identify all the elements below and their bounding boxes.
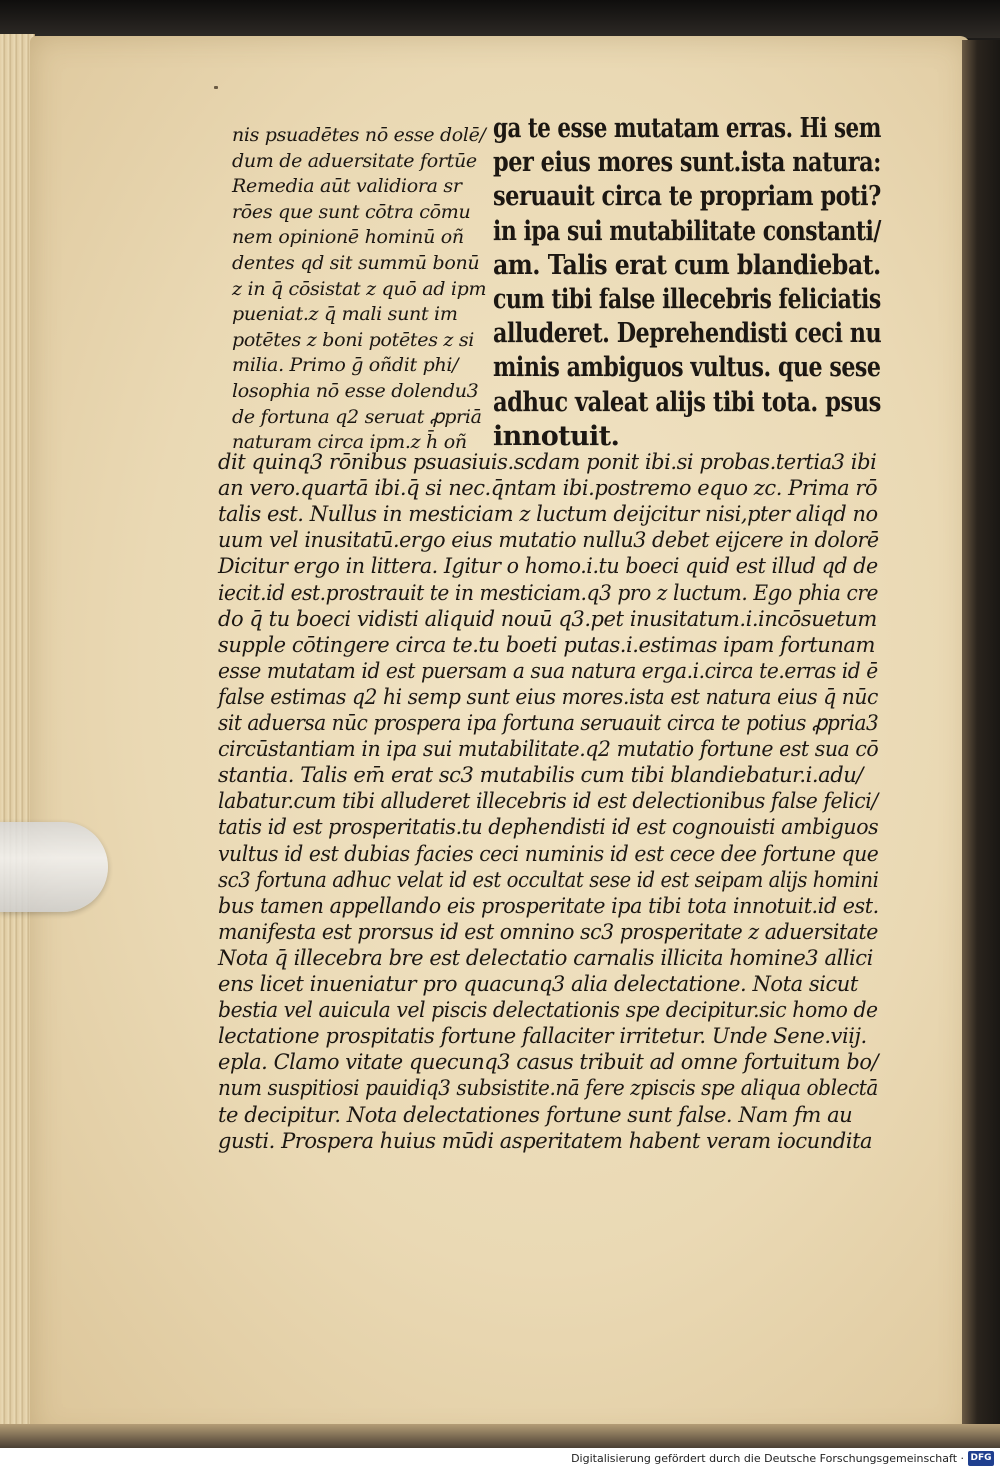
text-line: nem opinionē hominū oñ xyxy=(232,226,464,249)
text-line: talis est. Nullus in mesticiam z luctum deijcitur nisi,pter aliqd no xyxy=(218,502,878,527)
text-line: potētes z boni potētes z si xyxy=(232,328,475,351)
text-line: dentes qd sit summū bonū xyxy=(232,252,480,274)
text-line: z in q̄ cōsistat z quō ad ipm xyxy=(232,277,487,300)
text-line: tatis id est prosperitatis.tu dephendisti id est cognouisti ambiguos xyxy=(218,815,879,840)
text-line: lectatione prospitatis fortune fallaciter irritetur. Unde Sene.viij. xyxy=(218,1024,867,1049)
dfg-logo: DFG xyxy=(968,1451,994,1466)
text-line: manifesta est prorsus id est omnino sc3 prosperitate z aduersitate xyxy=(218,919,878,944)
text-line: bus tamen appellando eis prosperitate ipa tibi tota innotuit.id est. xyxy=(218,893,879,918)
text-line: esse mutatam id est puersam a sua natura erga.i.circa te.erras id ē xyxy=(218,658,878,683)
text-line: vultus id est dubias facies ceci numinis id est cece dee fortune que xyxy=(218,841,879,866)
text-line: ga te esse mutatam erras. Hi sem xyxy=(493,113,881,144)
text-line: ens licet inueniatur pro quacunq3 alia delectatione. Nota sicut xyxy=(218,972,858,996)
text-line: epla. Clamo vitate quecunq3 casus tribuit ad omne fortuitum bo/ xyxy=(218,1050,879,1075)
text-line: minis ambiguos vultus. que sese xyxy=(493,352,881,384)
ink-speck xyxy=(214,86,218,89)
text-line: num suspitiosi pauidiq3 subsistite.nā fere zpiscis spe aliqua oblectā xyxy=(218,1076,878,1101)
digitization-credit-bar xyxy=(0,1448,1000,1470)
text-line: sc3 fortuna adhuc velat id est occultat sese id est seipam alijs homini xyxy=(218,867,879,892)
text-line: pueniat.z q̄ mali sunt im xyxy=(232,303,458,326)
text-line: adhuc valeat alijs tibi tota. psus xyxy=(493,386,881,418)
text-line: dit quinq3 rōnibus psuasiuis.scdam ponit ibi.si probas.tertia3 ibi xyxy=(218,450,877,474)
text-line: nis psuadētes nō esse dolē/ xyxy=(232,124,486,146)
text-line: per eius mores sunt.ista natura: xyxy=(493,147,881,179)
credit-text: Digitalisierung gefördert durch die Deutsche Forschungsgemeinschaft · xyxy=(571,1452,964,1465)
page-clip xyxy=(0,822,108,912)
text-line: te decipitur. Nota delectationes fortune sunt false. Nam fm au xyxy=(218,1102,853,1127)
book-top-edge xyxy=(0,0,1000,38)
text-line: Dicitur ergo in littera. Igitur o homo.i.tu boeci quid est illud qd de xyxy=(218,554,878,579)
text-line: alluderet. Deprehendisti ceci nu xyxy=(493,318,882,350)
text-line: Remedia aūt validiora sr xyxy=(232,175,462,198)
text-line: uum vel inusitatū.ergo eius mutatio nullu3 debet eijcere in dolorē xyxy=(218,528,879,553)
text-line: circūstantiam in ipa sui mutabilitate.q2 mutatio fortune est sua cō xyxy=(218,737,879,762)
text-line: am. Talis erat cum blandiebat. xyxy=(493,249,881,281)
text-line: naturam circa ipm.z h̄ oñ xyxy=(232,431,467,454)
text-line: labatur.cum tibi alluderet illecebris id est delectionibus false felici/ xyxy=(218,789,878,814)
text-line: losophia nō esse dolendu3 xyxy=(232,380,479,402)
text-line: gusti. Prospera huius mūdi asperitatem habent veram iocundita xyxy=(218,1128,873,1153)
text-line: supple cōtingere circa te.tu boeti putas.i.estimas ipam fortunam xyxy=(218,632,875,657)
text-line: rōes que sunt cōtra cōmu xyxy=(232,200,471,223)
text-line: Nota q̄ illecebra bre est delectatio carnalis illicita homine3 allici xyxy=(218,945,873,970)
book-cover-edge xyxy=(962,40,1000,1448)
text-line: bestia vel auicula vel piscis delectationis spe decipitur.sic homo de xyxy=(218,998,878,1023)
text-line: innotuit. xyxy=(493,420,620,452)
text-line: de fortuna q2 seruat ꝓpriā xyxy=(232,405,482,428)
text-line: an vero.quartā ibi.q̄ si nec.q̄ntam ibi.postremo equo zc. Prima rō xyxy=(218,476,878,501)
text-line: sit aduersa nūc prospera ipa fortuna seruauit circa te potius ꝓpria3 xyxy=(218,711,879,735)
text-line: milia. Primo ḡ oñdit phi/ xyxy=(232,354,459,377)
text-line: false estimas q2 hi semp sunt eius mores.ista est natura eius q̄ nūc xyxy=(218,684,878,709)
text-line: do q̄ tu boeci vidisti aliquid nouū q3.pet inusitatum.i.incōsuetum xyxy=(218,606,877,631)
book-bottom-edge xyxy=(0,1424,1000,1448)
text-line: seruauit circa te propriam poti? xyxy=(493,181,881,213)
text-line: dum de aduersitate fortūe xyxy=(232,149,477,172)
text-line: cum tibi false illecebris feliciatis xyxy=(493,284,881,315)
text-line: iecit.id est.prostrauit te in mesticiam.q3 pro z luctum. Ego phia cre xyxy=(218,580,879,605)
text-line: stantia. Talis em̄ erat sc3 mutabilis cum tibi blandiebatur.i.adu/ xyxy=(218,763,863,788)
text-line: in ipa sui mutabilitate constanti/ xyxy=(493,215,881,247)
